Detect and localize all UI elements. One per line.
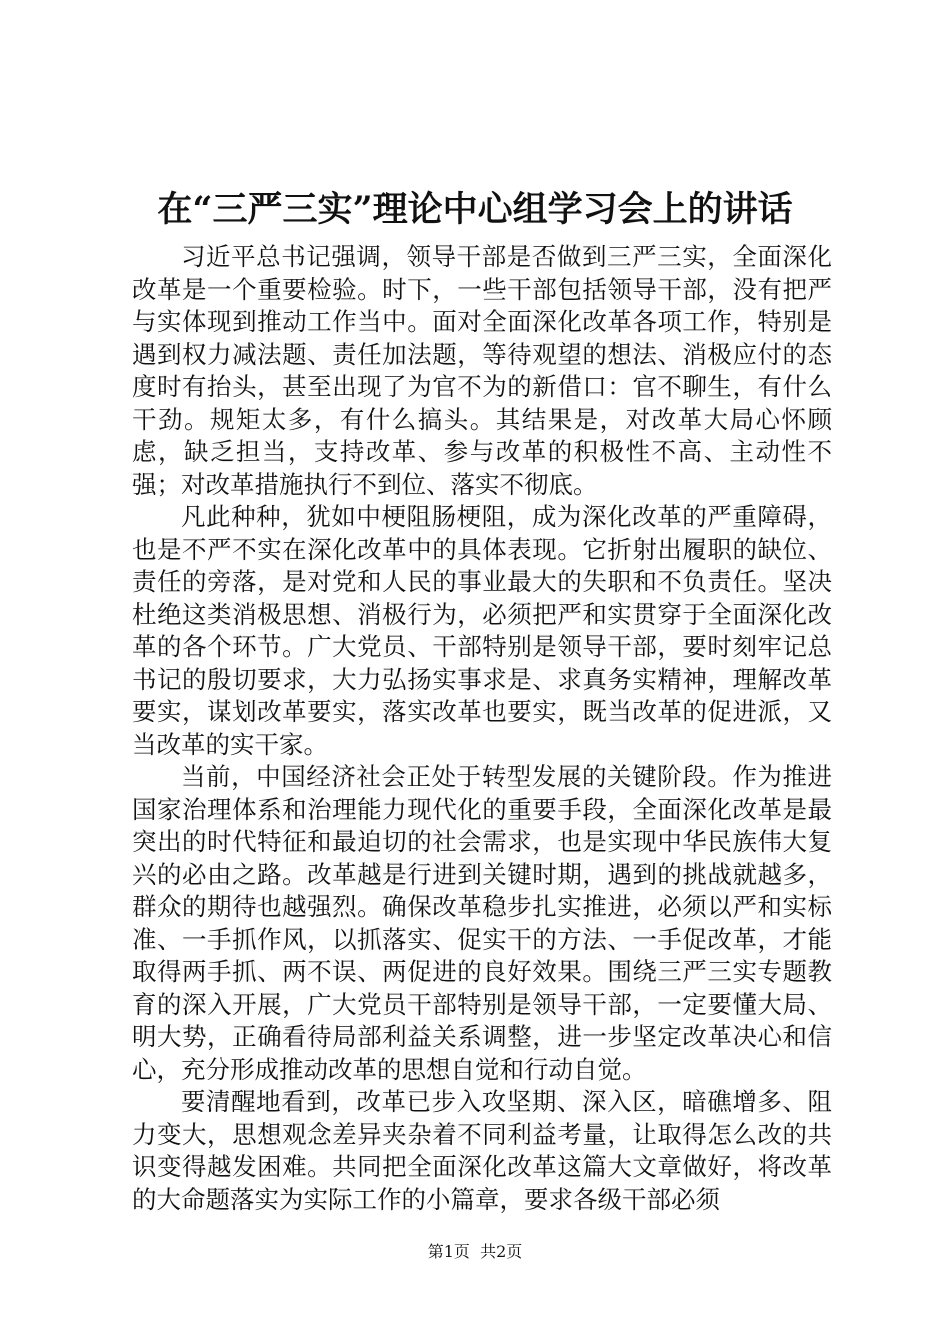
page-number-label: 第1页 共2页	[427, 1242, 523, 1261]
document-body	[132, 241, 832, 1216]
paragraph-3: 当前，中国经济社会正处于转型发展的关键阶段。作为推进国家治理体系和治理能力现代化的重要手段，全面深化改革是最突出的时代特征和最迫切的社会需求，也是实现中华民族伟大复兴的必由之路。改革越是行进到关键时期，遇到的挑战就越多，群众的期待也越强烈。确保改革稳步扎实推进，必须以严和实标准、一手抓作风，以抓落实、促实干的方法、一手促改革，才能取得两手抓、两不误、两促进的良好效果。围绕三严三实专题教育的深入开展，广大党员干部特别是领导干部，一定要懂大局、明大势，正确看待局部利益关系调整，进一步坚定改革决心和信心，充分形成推动改革的思想自觉和行动自觉。	[132, 762, 832, 1084]
paragraph-4: 要清醒地看到，改革已步入攻坚期、深入区，暗礁增多、阻力变大，思想观念差异夹杂着不同利益考量，让取得怎么改的共识变得越发困难。共同把全面深化改革这篇大文章做好，将改革的大命题落实为实际工作的小篇章，要求各级干部必须	[132, 1087, 832, 1214]
document-title: 在“三严三实”理论中心组学习会上的讲话	[157, 189, 793, 230]
page-footer	[0, 1240, 950, 1264]
paragraph-1: 习近平总书记强调，领导干部是否做到三严三实，全面深化改革是一个重要检验。时下，一些干部包括领导干部，没有把严与实体现到推动工作当中。面对全面深化改革各项工作，特别是遇到权力减法题、责任加法题，等待观望的想法、消极应付的态度时有抬头，甚至出现了为官不为的新借口：官不聊生，有什么干劲。规矩太多，有什么搞头。其结果是，对改革大局心怀顾虑，缺乏担当，支持改革、参与改革的积极性不高、主动性不强；对改革措施执行不到位、落实不彻底。	[132, 242, 832, 499]
paragraph-2: 凡此种种，犹如中梗阻肠梗阻，成为深化改革的严重障碍，也是不严不实在深化改革中的具体表现。它折射出履职的缺位、责任的旁落，是对党和人民的事业最大的失职和不负责任。坚决杜绝这类消极思想、消极行为，必须把严和实贯穿于全面深化改革的各个环节。广大党员、干部特别是领导干部，要时刻牢记总书记的殷切要求，大力弘扬实事求是、求真务实精神，理解改革要实，谋划改革要实，落实改革也要实，既当改革的促进派，又当改革的实干家。	[132, 502, 832, 759]
